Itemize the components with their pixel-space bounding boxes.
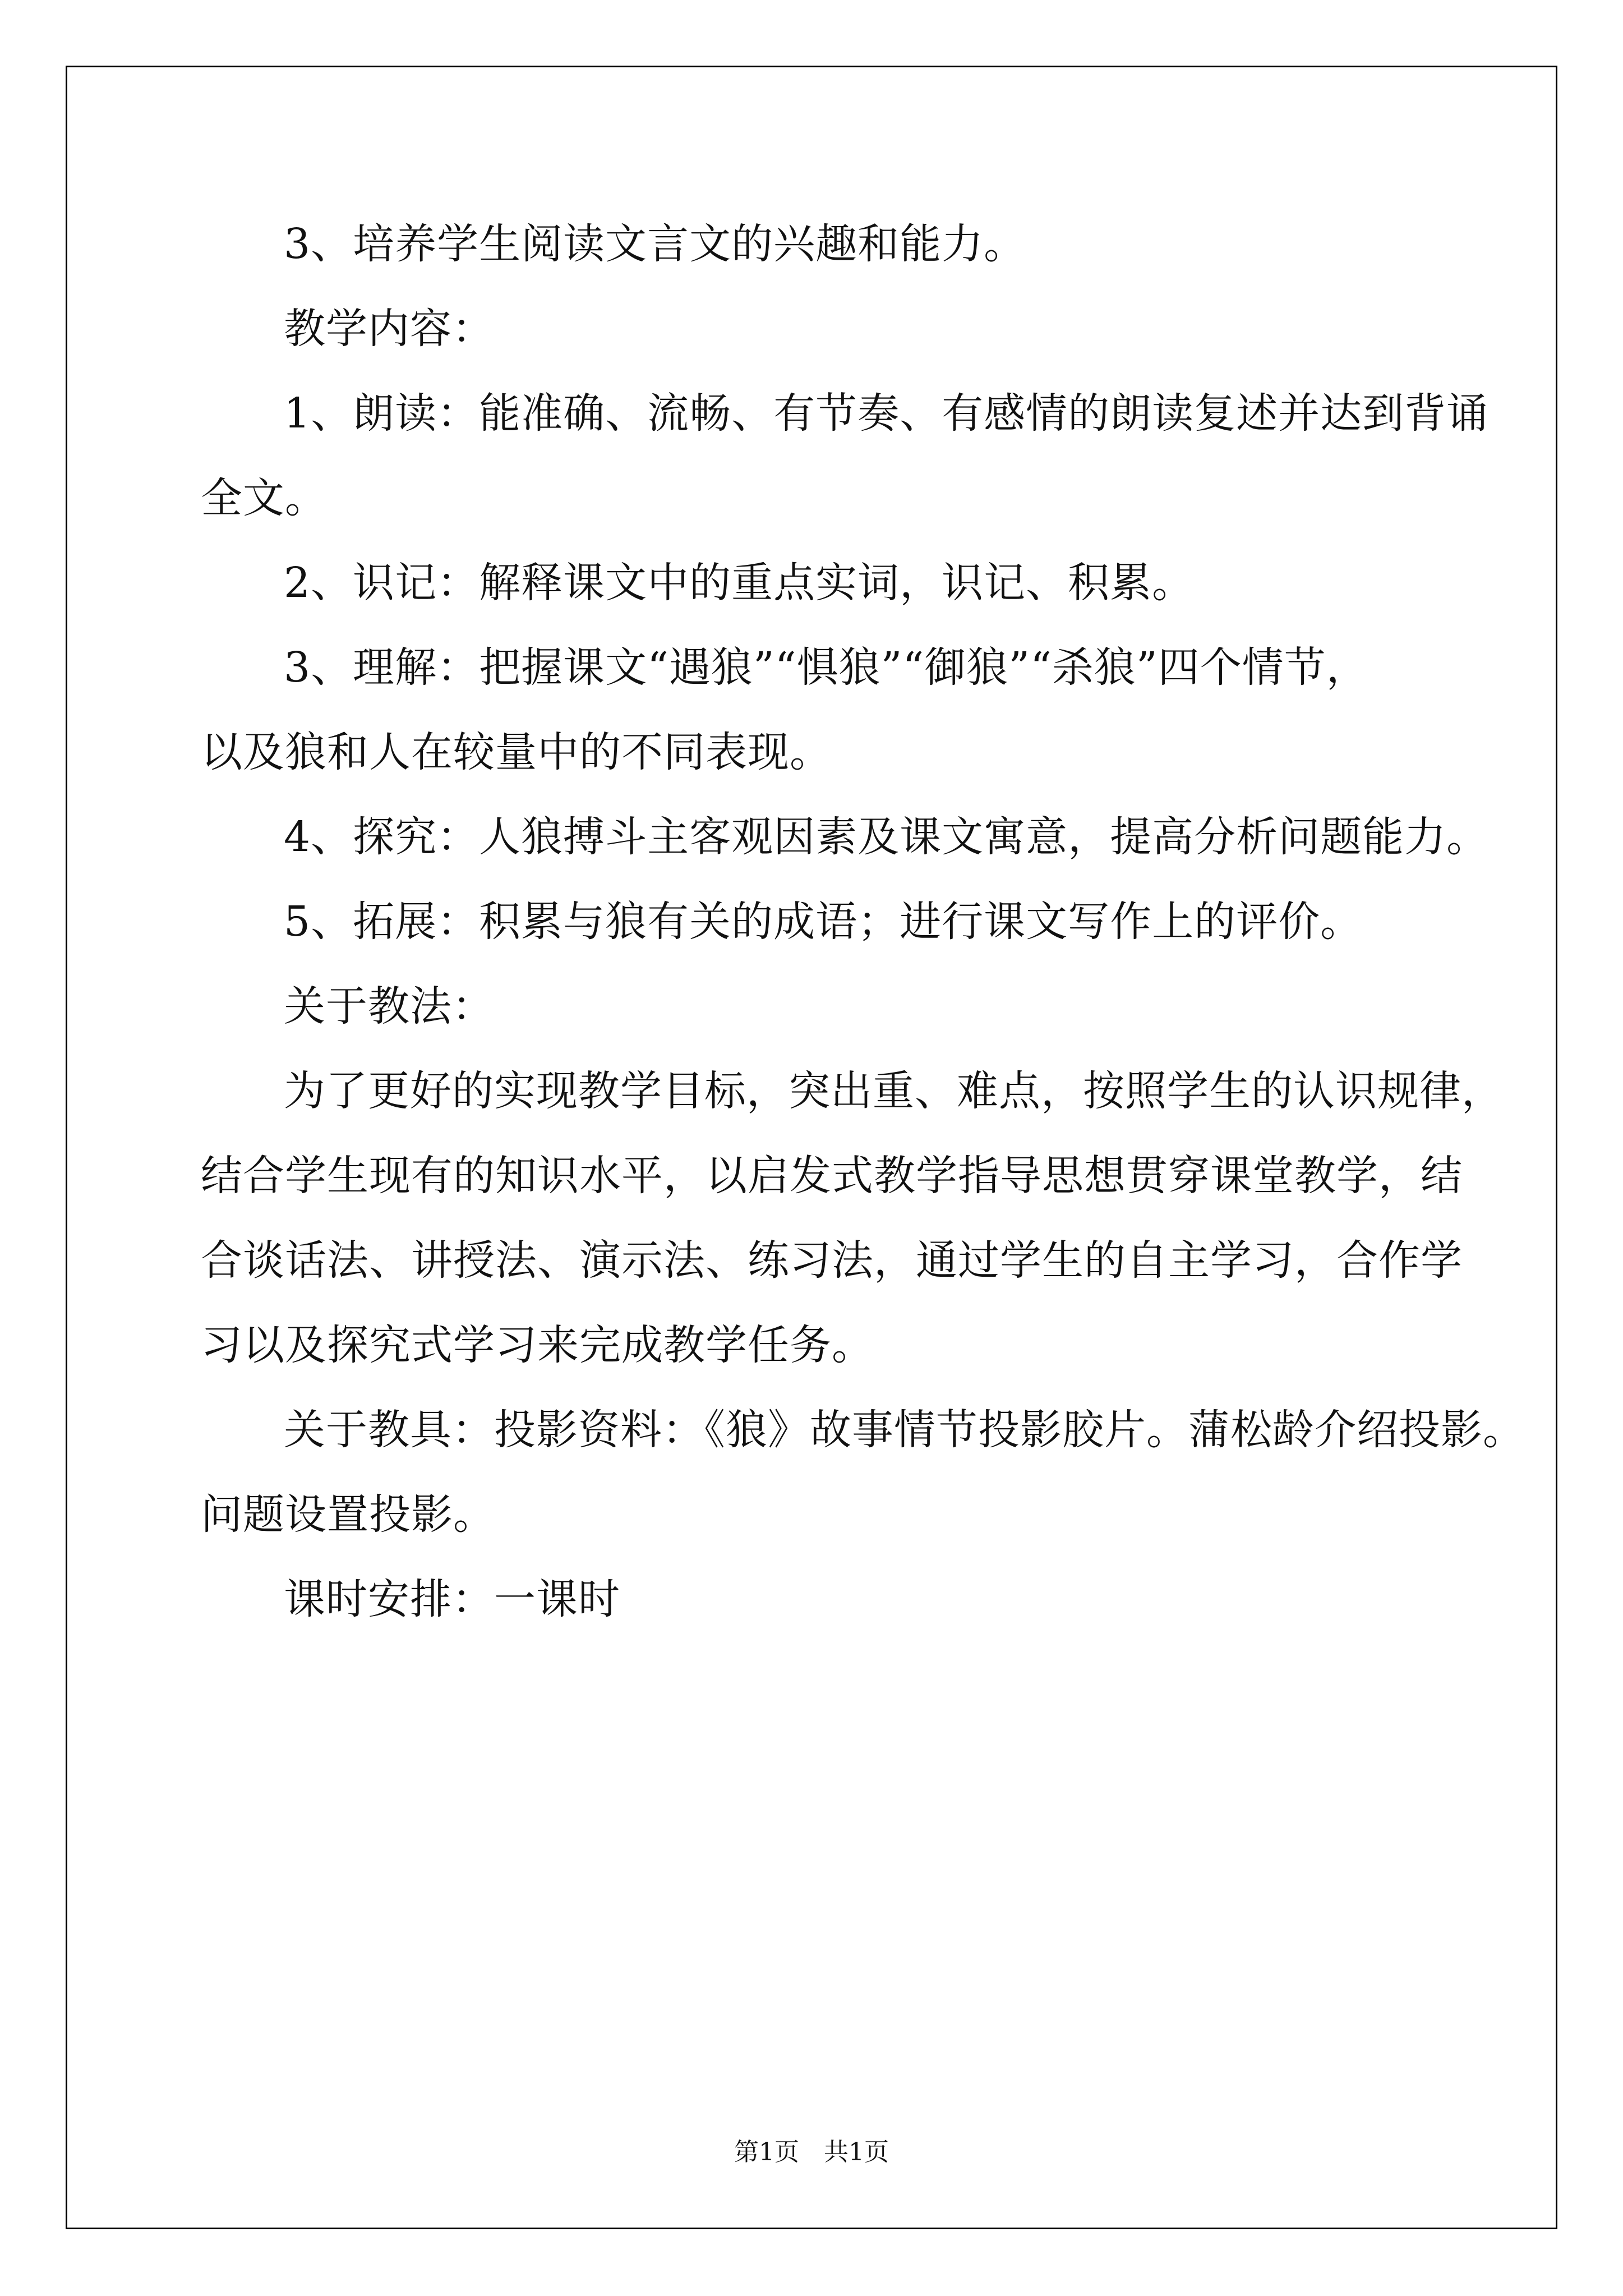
text-line: 教学内容： (284, 305, 494, 353)
text-line: 关于教具：投影资料：《狼》故事情节投影胶片。蒲松龄介绍投影。 (284, 1406, 1525, 1454)
text-line: 4、探究：人狼搏斗主客观因素及课文寓意，提高分析问题能力。 (284, 813, 1489, 861)
page-footer (0, 2132, 1623, 2168)
text-line: 2、识记：解释课文中的重点实词，识记、积累。 (284, 559, 1195, 607)
text-line: 全文。 (201, 474, 327, 522)
text-line: 习以及探究式学习来完成教学任务。 (201, 1321, 874, 1369)
text-line: 合谈话法、讲授法、演示法、练习法，通过学生的自主学习，合作学 (201, 1236, 1463, 1285)
text-line: 3、培养学生阅读文言文的兴趣和能力。 (284, 220, 1026, 268)
text-line: 关于教法： (284, 982, 494, 1030)
text-line: 结合学生现有的知识水平，以启发式教学指导思想贯穿课堂教学，结 (201, 1152, 1463, 1200)
text-line: 3、理解：把握课文“遇狼”“惧狼”“御狼”“杀狼”四个情节， (284, 643, 1368, 692)
text-line: 1、朗读：能准确、流畅、有节奏、有感情的朗读复述并达到背诵 (284, 389, 1489, 438)
page-number: 第1页 共1页 (734, 2138, 889, 2166)
text-line: 5、拓展：积累与狼有关的成语；进行课文写作上的评价。 (284, 898, 1363, 946)
text-line: 以及狼和人在较量中的不同表现。 (201, 728, 832, 776)
text-line: 课时安排：一课时 (284, 1575, 620, 1623)
text-line: 为了更好的实现教学目标，突出重、难点，按照学生的认识规律， (284, 1067, 1504, 1115)
document-body (201, 202, 1525, 1642)
text-line: 问题设置投影。 (201, 1490, 495, 1539)
